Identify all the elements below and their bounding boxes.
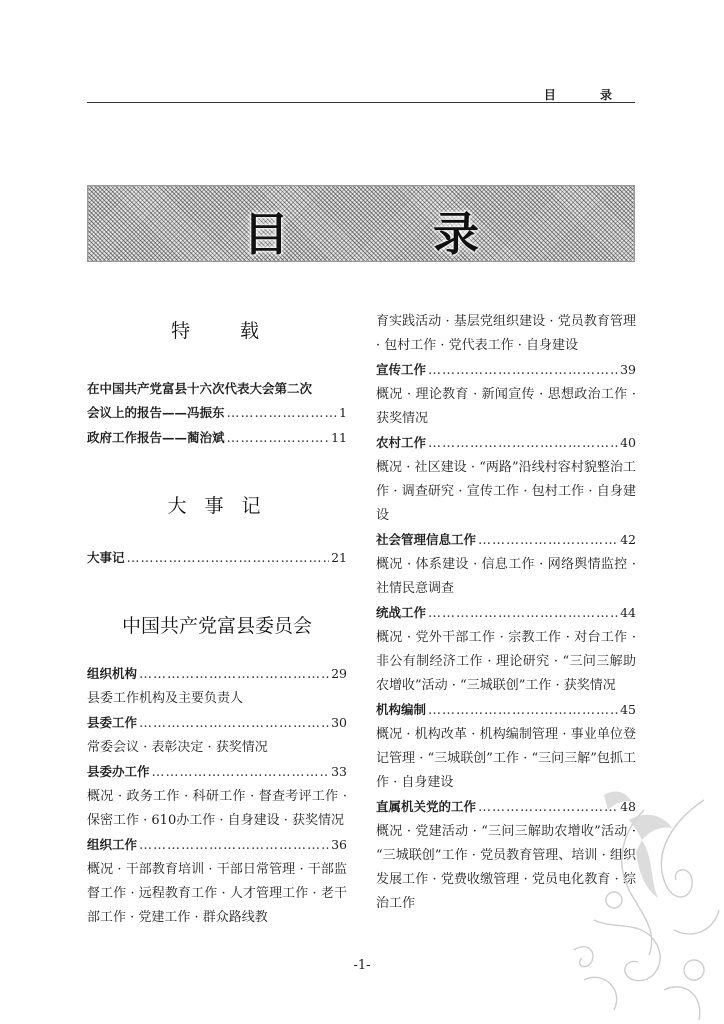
leader-dots xyxy=(127,547,330,571)
toc-entry-description: 概况 · 政务工作 · 科研工作 · 督查考评工作 · 保密工作 · 610办工作 · 自身建设 · 获奖情况 xyxy=(87,789,347,828)
toc-page-number: 44 xyxy=(620,605,636,620)
toc-page-number: 48 xyxy=(620,799,636,814)
leader-dots xyxy=(227,427,330,451)
toc-entry-description: 概况 · 体系建设 · 信息工作 · 网络舆情监控 · 社情民意调查 xyxy=(376,557,636,596)
toc-page-number: 30 xyxy=(331,715,347,730)
leader-dots xyxy=(478,529,618,553)
toc-entry-dashiji[interactable] xyxy=(87,546,347,571)
toc-page-number: 39 xyxy=(620,362,636,377)
leader-dots xyxy=(152,761,330,785)
toc-entry-committee-office[interactable] xyxy=(87,760,347,833)
toc-entry-organization[interactable] xyxy=(87,662,347,711)
toc-page-number: 33 xyxy=(331,764,347,779)
toc-entry-title: 县委工作 xyxy=(87,715,138,730)
toc-page-number: 21 xyxy=(331,550,347,565)
toc-entry-social-management[interactable] xyxy=(376,528,636,601)
leader-dots xyxy=(139,834,329,858)
page-title: 目 录 xyxy=(242,207,543,261)
toc-page-number: 42 xyxy=(620,532,636,547)
toc-entry-description: 常委会议 · 表彰决定 · 获奖情况 xyxy=(87,740,268,755)
toc-entry-rural-work[interactable] xyxy=(376,431,636,528)
leader-dots xyxy=(428,359,618,383)
toc-entry-title: 统战工作 xyxy=(376,605,427,620)
toc-entry-description: 概况 · 理论教育 · 新闻宣传 · 思想政治工作 · 获奖情况 xyxy=(376,387,636,426)
toc-entry-title: 组织机构 xyxy=(87,666,138,681)
toc-entry-title: 大事记 xyxy=(87,550,125,565)
toc-page-number: 36 xyxy=(331,837,347,852)
toc-page-number: 45 xyxy=(620,702,636,717)
toc-entry-county-committee-work[interactable] xyxy=(87,711,347,760)
toc-entry-title: 在中国共产党富县十六次代表大会第二次 xyxy=(87,381,313,396)
toc-entry-title: 县委办工作 xyxy=(87,764,150,779)
toc-entry-title: 组织工作 xyxy=(87,837,138,852)
toc-entry-description: 概况 · 干部教育培训 · 干部日常管理 · 干部监督工作 · 远程教育工作 · 人才管理工作 · 老干部工作 · 党建工作 · 群众路线教 xyxy=(87,862,347,925)
section-heading-teizai: 特 载 xyxy=(170,320,263,342)
toc-entry-title: 农村工作 xyxy=(376,435,427,450)
toc-entry-continuation xyxy=(376,310,636,358)
toc-entry-title: 会议上的报告——冯振东 xyxy=(87,405,225,420)
toc-entry-description: 育实践活动 · 基层党组织建设 · 党员教育管理 · 包村工作 · 党代表工作 · 自身建设 xyxy=(376,314,636,353)
leader-dots xyxy=(428,432,618,456)
toc-entry-party-congress-report[interactable] xyxy=(87,377,347,426)
leader-dots xyxy=(227,402,338,426)
title-band xyxy=(87,185,635,262)
toc-page-number: 1 xyxy=(339,405,347,420)
toc-entry-government-report[interactable] xyxy=(87,426,347,451)
toc-entry-title: 社会管理信息工作 xyxy=(376,532,477,547)
toc-entry-propaganda[interactable] xyxy=(376,358,636,431)
toc-entry-united-front[interactable] xyxy=(376,601,636,698)
toc-page-number: 29 xyxy=(331,666,347,681)
toc-page-number: 11 xyxy=(331,430,347,445)
toc-entry-title: 直属机关党的工作 xyxy=(376,799,477,814)
section-heading-dashiji: 大 事 记 xyxy=(167,495,267,517)
toc-entry-description: 概况 · 社区建设 · “两路”沿线村容村貌整治工作 · 调查研究 · 宣传工作 · 包村工作 · 自身建设 xyxy=(376,460,636,523)
page-number: -1- xyxy=(353,958,371,973)
leader-dots xyxy=(139,712,329,736)
leader-dots xyxy=(428,699,618,723)
leader-dots xyxy=(139,663,329,687)
toc-entry-title: 政府工作报告——蔺治斌 xyxy=(87,430,225,445)
page-header-label: 目 录 xyxy=(543,88,632,102)
toc-left-column xyxy=(87,310,347,930)
toc-entry-description: 概况 · 党建活动 · “三问三解助农增收”活动 · “三城联创”工作 · 党员教育管理、培训 · 组织发展工作 · 党费收缴管理 · 党员电化教育 · 综治工作 xyxy=(376,824,636,911)
toc-page-number: 40 xyxy=(620,435,636,450)
toc-entry-description: 县委工作机构及主要负责人 xyxy=(87,691,244,706)
toc-entry-description: 概况 · 党外干部工作 · 宗教工作 · 对台工作 · 非公有制经济工作 · 理论研究 · “三问三解助农增收”活动 · “三城联创”工作 · 获奖情况 xyxy=(376,630,636,693)
toc-entry-organization-work[interactable] xyxy=(87,833,347,930)
leader-dots xyxy=(428,602,618,626)
header-rule xyxy=(87,102,635,103)
floral-ornament-icon xyxy=(554,780,724,1024)
section-heading-committee: 中国共产党富县委员会 xyxy=(121,615,312,637)
toc-entry-description: 概况 · 机构改革 · 机构编制管理 · 事业单位登记管理 · “三城联创”工作 · “三问三解”包抓工作 · 自身建设 xyxy=(376,727,636,790)
toc-entry-title: 宣传工作 xyxy=(376,362,427,377)
toc-entry-title: 机构编制 xyxy=(376,702,427,717)
